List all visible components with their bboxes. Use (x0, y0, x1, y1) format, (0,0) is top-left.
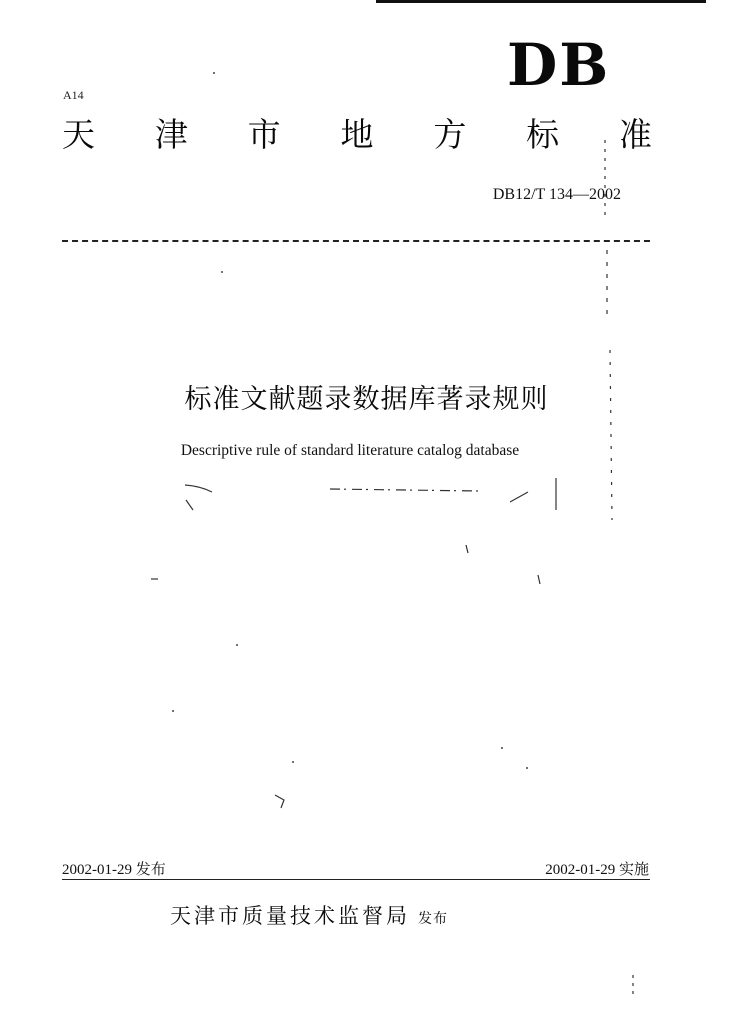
top-rule (376, 0, 706, 3)
issuing-authority (170, 900, 448, 930)
heading-char: 地 (340, 115, 374, 154)
local-standard-heading (62, 115, 652, 154)
heading-char: 方 (433, 115, 467, 154)
heading-char: 标 (526, 115, 560, 154)
heading-char: 准 (618, 115, 652, 154)
implementation-date: 2002-01-29 实施 (545, 862, 649, 878)
header-divider (62, 240, 650, 242)
document-title-chinese: 标准文献题录数据库著录规则 (184, 384, 549, 415)
classification-code: A14 (63, 88, 84, 102)
db-logo: DB (507, 31, 611, 99)
issue-date: 2002-01-29 发布 (62, 862, 166, 878)
standard-number: DB12/T 134—2002 (492, 186, 621, 203)
heading-char: 津 (154, 115, 188, 154)
issuer-suffix: 发布 (418, 911, 448, 927)
heading-char: 天 (62, 115, 95, 154)
footer-divider (62, 879, 650, 880)
heading-char: 市 (247, 115, 281, 154)
document-title-english: Descriptive rule of standard literature catalog database (180, 442, 520, 459)
issuer-name: 天津市质量技术监督局 (170, 904, 410, 928)
